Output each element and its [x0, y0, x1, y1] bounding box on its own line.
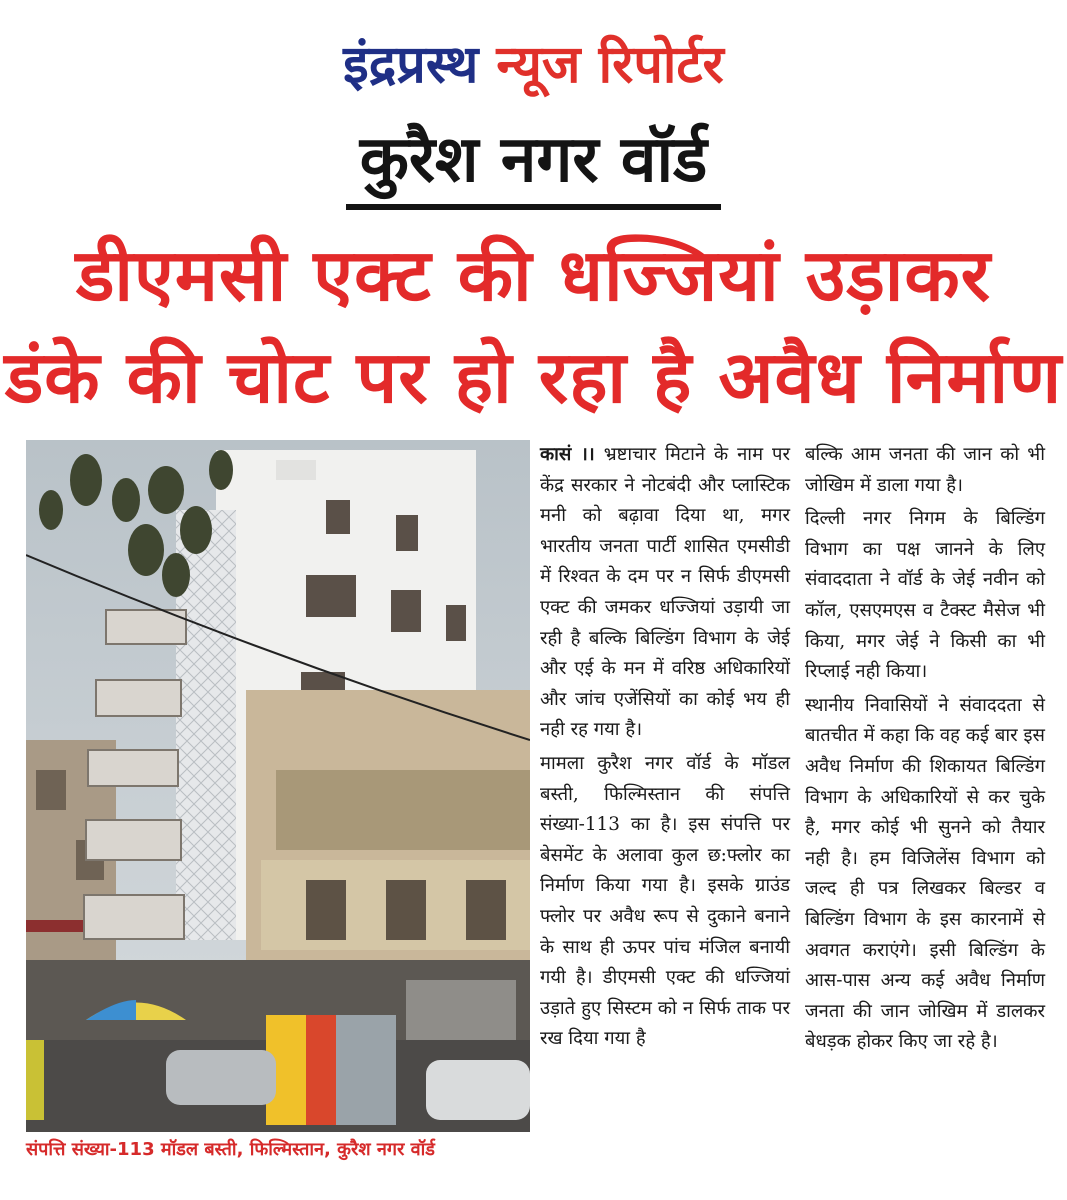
article-column-2	[805, 440, 1045, 1061]
article-paragraph: स्थानीय निवासियों ने संवाददता से बातचीत में कहा कि वह कई बार इस अवैध निर्माण की शिकायत बिल्डिंग विभाग के अधिकारियों से कर चुके है, मगर कोई भी सुनने को तैयार नही है। हम विजिलेंस विभाग को जल्द ही पत्र लिखकर बिल्डर व बिल्डिंग विभाग के इस कारनामें से अवगत कराएंगे। इसी बिल्डिंग के आस-पास अन्य कई अवैध निर्माण जनता की जान जोखिम में डालकर बेधड़क होकर किए जा रहे है।	[805, 694, 1045, 1053]
ward-title	[0, 118, 1067, 210]
article-paragraph: बल्कि आम जनता की जान को भी जोखिम में डाला गया है।	[805, 444, 1045, 496]
dateline: कासं ।।	[540, 444, 595, 465]
photo-caption: संपत्ति संख्या-113 मॉडल बस्ती, फिल्मिस्तान, कुरैश नगर वॉर्ड	[26, 1139, 435, 1160]
article-column-1	[540, 440, 790, 1058]
masthead	[0, 30, 1067, 100]
masthead-name: इंद्रप्रस्थ	[343, 35, 479, 95]
ward-title-text: कुरैश नगर वॉर्ड	[346, 118, 722, 210]
headline-line-2: डंके की चोट पर हो रहा है अवैध निर्माण	[4, 335, 1063, 419]
article-paragraph: दिल्ली नगर निगम के बिल्डिंग विभाग का पक्ष जानने के लिए संवाददाता ने वॉर्ड के जेई नवीन को कॉल, एसएमएस व टैक्स्ट मैसेज भी किया, मगर जेई ने किसी का भी रिप्लाई नही किया।	[805, 508, 1045, 683]
building-photo-illustration	[26, 440, 530, 1132]
article-paragraph-text: भ्रष्टाचार मिटाने के नाम पर केंद्र सरकार ने नोटबंदी और प्लास्टिक मनी को बढ़ावा दिया था, मगर भारतीय जनता पार्टी शासित एमसीडी में रिश्वत के दम पर न सिर्फ डीएमसी एक्ट की जमकर धज्जियां उड़ायी जा रही है बल्कि बिल्डिंग विभाग के जेई और एई के मन में वरिष्ठ अधिकारियों और जांच एजेंसियों का कोई भय ही नही रह गया है।	[540, 444, 790, 741]
headline-line-1: डीएमसी एक्ट की धज्जियां उड़ाकर	[75, 233, 992, 317]
masthead-reporter: न्यूज रिपोर्टर	[496, 35, 724, 95]
building-photo	[26, 440, 530, 1132]
article-paragraph: मामला कुरैश नगर वॉर्ड के मॉडल बस्ती, फिल्मिस्तान की संपत्ति संख्या-113 का है। इस संपत्ति पर बेसमेंट के अलावा कुल छ:फ्लोर का निर्माण किया गया है। इसके ग्राउंड फ्लोर पर अवैध रूप से दुकाने बनाने के साथ ही ऊपर पांच मंजिल बनायी गयी है। डीएमसी एक्ट की धज्जियां उड़ाते हुए सिस्टम को न सिर्फ ताक पर रख दिया गया है	[540, 752, 790, 1050]
article-paragraph	[540, 440, 790, 746]
